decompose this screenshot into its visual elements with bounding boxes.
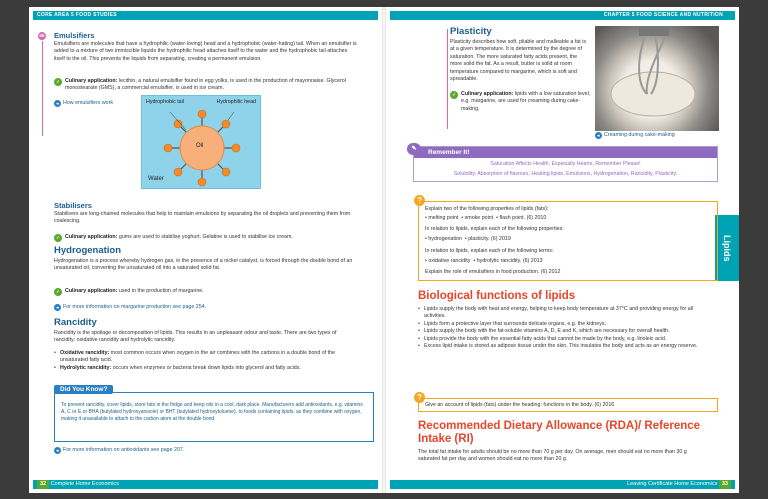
photo-caption: Creaming during cake-making (604, 132, 675, 138)
question-3: In relation to lipids, explain each of the following terms: (425, 248, 554, 254)
question-1-items: • melting point • smoke point • flash point. (6) 2010 (425, 215, 547, 221)
section-badge: 5b (39, 33, 45, 38)
question-2-items: • hydrogenation • plasticity. (6) 2019 (425, 236, 511, 242)
question-3-items: • oxidative rancidity • hydrolytic rancidity. (6) 2013 (425, 258, 543, 264)
water-label: Water (148, 176, 164, 182)
creaming-photo (595, 26, 719, 131)
question-icon: ? (414, 195, 425, 206)
did-you-know-body: To prevent rancidity, cover lipids, store fats in the fridge and keep oils in a cool, dark place. Manufacturers add antioxidants, e.g. vitamins A, C or E or BHA (butylated hydroxyanisole) or BHT (butylated hydroxytoluene), to foods containing lipids, as they combine with oxygen, making it unavailable to attach to the carbon atom at the double bond. (61, 402, 363, 422)
stabilisers-heading: Stabilisers (54, 201, 92, 210)
list-item: • Hydrolytic rancidity: occurs when enzymes or bacteria break down lipids into glycerol and fatty acids. (54, 365, 359, 372)
list-item: • Lipids supply the body with the fat-soluble vitamins A, D, E and K, which are necessary for overall health. (418, 328, 703, 335)
plasticity-body: Plasticity describes how soft, pliable and malleable a fat is at a given temperature. It is determined by the degree of saturation. The more saturated fatty acids present, the more solid the fat. As a result, butter is solid at room temperature compared to margarine, which is soft and spreadable. (450, 39, 587, 83)
left-header: CORE AREA 5 FOOD STUDIES (33, 11, 378, 20)
link-arrow-icon: ➜ (55, 305, 60, 310)
left-footer (33, 480, 378, 489)
rancidity-body: Rancidity is the spoilage or decomposition of lipids. This results in an unpleasant odour and taste. There are two types of rancidity: oxidative rancidity and hydrolytic rancidity. (54, 330, 337, 344)
list-item: • Lipids provide the body with the essential fatty acids that cannot be made by the body, e.g. linoleic acid. (418, 336, 703, 343)
question-2: In relation to lipids, explain each of the following properties: (425, 226, 564, 232)
stabilisers-application: Culinary application: gums are used to stabilise yoghurt. Gelatine is used to stabilise ice cream. (65, 234, 293, 240)
stabilisers-body: Stabilisers are long-chained molecules that help to maintain emulsions by separating the oil droplets and preventing them from coalescing. (54, 211, 351, 225)
did-you-know-heading: Did You Know? (54, 385, 113, 394)
footer-title: Leaving Certificate Home Economics (627, 481, 718, 487)
book-spread (29, 7, 739, 493)
right-header: CHAPTER 5 FOOD SCIENCE AND NUTRITION (390, 11, 735, 20)
remember-it-heading: Remember It! (414, 147, 717, 158)
rda-body: The total fat intake for adults should be no more than 70 g per day. On average, men should eat no more than 30 g saturated fat per day and women should eat no more than 20 g. (418, 449, 687, 463)
emulsifier-diagram (141, 95, 261, 189)
caption-arrow-icon: ➜ (596, 133, 601, 138)
oil-label: Oil (196, 143, 204, 149)
hydrogenation-heading: Hydrogenation (54, 245, 122, 256)
side-tab: Lipids (715, 215, 739, 281)
left-page (29, 7, 384, 493)
exam-question-box (418, 201, 718, 281)
brain-icon: ✎ (407, 143, 421, 155)
section-line (42, 41, 43, 136)
question-5: Give an account of lipids (fats) under the heading: functions in the body. (6) 2016 (425, 402, 615, 408)
question-1: Explain two of the following properties of lipids (fats): (425, 206, 549, 212)
right-footer (390, 480, 735, 489)
remember-it-box (413, 146, 718, 182)
hydrogenation-application: Culinary application: used in the production of margarine. (65, 288, 204, 294)
culinary-icon: ✓ (54, 288, 62, 296)
plasticity-heading: Plasticity (450, 26, 492, 37)
rancidity-list (54, 350, 359, 372)
question-icon: ? (414, 392, 425, 403)
rancidity-heading: Rancidity (54, 317, 97, 328)
list-item: • Oxidative rancidity: most common occurs when oxygen in the air combines with the carbons in a double bond of the unsaturated fatty acid. (54, 350, 359, 365)
rda-heading: Recommended Dietary Allowance (RDA)/ Reference Intake (RI) (418, 420, 701, 445)
list-item: • Lipids supply the body with heat and energy, helping to keep body temperature at 37°C and providing energy for all activities. (418, 306, 703, 321)
biological-list (418, 306, 703, 350)
hydrophobic-label: Hydrophobic tail (146, 99, 184, 105)
emulsifiers-heading: Emulsifiers (54, 31, 95, 40)
link-arrow-icon: ➜ (55, 101, 60, 106)
list-item: • Excess lipid intake is stored as adipose tissue under the skin. This insulates the body and acts as an energy reserve. (418, 343, 703, 350)
exam-question-box (418, 398, 718, 412)
margarine-link[interactable]: For more information on margarine production see page 254. (63, 304, 207, 310)
emulsifiers-body: Emulsifiers are molecules that have a hydrophilic (water-loving) head and a hydrophobic (water-hating) tail. When an emulsifier is added to a mixture of two immiscible liquids the hydrophilic head attaches itself to the water and the hydrophobic tail attaches itself to the oil. This prevents the liquids from separating, creating a permanent emulsion. (54, 41, 357, 62)
link-arrow-icon: ➜ (55, 448, 60, 453)
mixer-illustration (595, 26, 719, 131)
hydrophilic-label: Hydrophilic head (216, 99, 256, 105)
plasticity-application: Culinary application: lipids with a low saturation level, e.g. margarine, are used for creaming during cake-making. (461, 91, 591, 112)
culinary-icon: ✓ (54, 78, 62, 86)
section-line (447, 29, 448, 129)
culinary-icon: ✓ (450, 91, 458, 99)
did-you-know-box (54, 386, 374, 442)
page-number: 33 (719, 480, 731, 489)
hydrogenation-body: Hydrogenation is a process whereby hydrogen gas, in the presence of a nickel catalyst, is forced through the double bond of an unsaturated oil, converting the unsaturated oil into a saturated solid fat. (54, 258, 353, 272)
remember-line-2: Solubility, Absorption of flavours, Heating lipids, Emulsions, Hydrogenation, Rancidity, Plasticity. (453, 171, 678, 177)
page-number: 32 (37, 480, 49, 489)
list-item: • Lipids form a protective layer that surrounds delicate organs, e.g. the kidneys. (418, 321, 703, 328)
remember-line-1: Saturation Affects Health, Especially Hearts, Remember Please! (490, 161, 641, 167)
antioxidant-link[interactable]: For more information on antioxidants see page 207. (63, 447, 185, 453)
diagram-caption: How emulsifiers work (63, 100, 114, 106)
question-4: Explain the role of emulsifiers in food production. (6) 2012 (425, 269, 561, 275)
emulsifiers-application: Culinary application: lecithin, a natural emulsifier found in egg yolks, is used in the production of mayonnaise. Glycerol monostearate (GMS), a commercial emulsifier, is used in ice cream. (65, 78, 346, 92)
biological-heading: Biological functions of lipids (418, 290, 576, 302)
footer-title: Complete Home Economics (50, 481, 119, 487)
culinary-icon: ✓ (54, 234, 62, 242)
